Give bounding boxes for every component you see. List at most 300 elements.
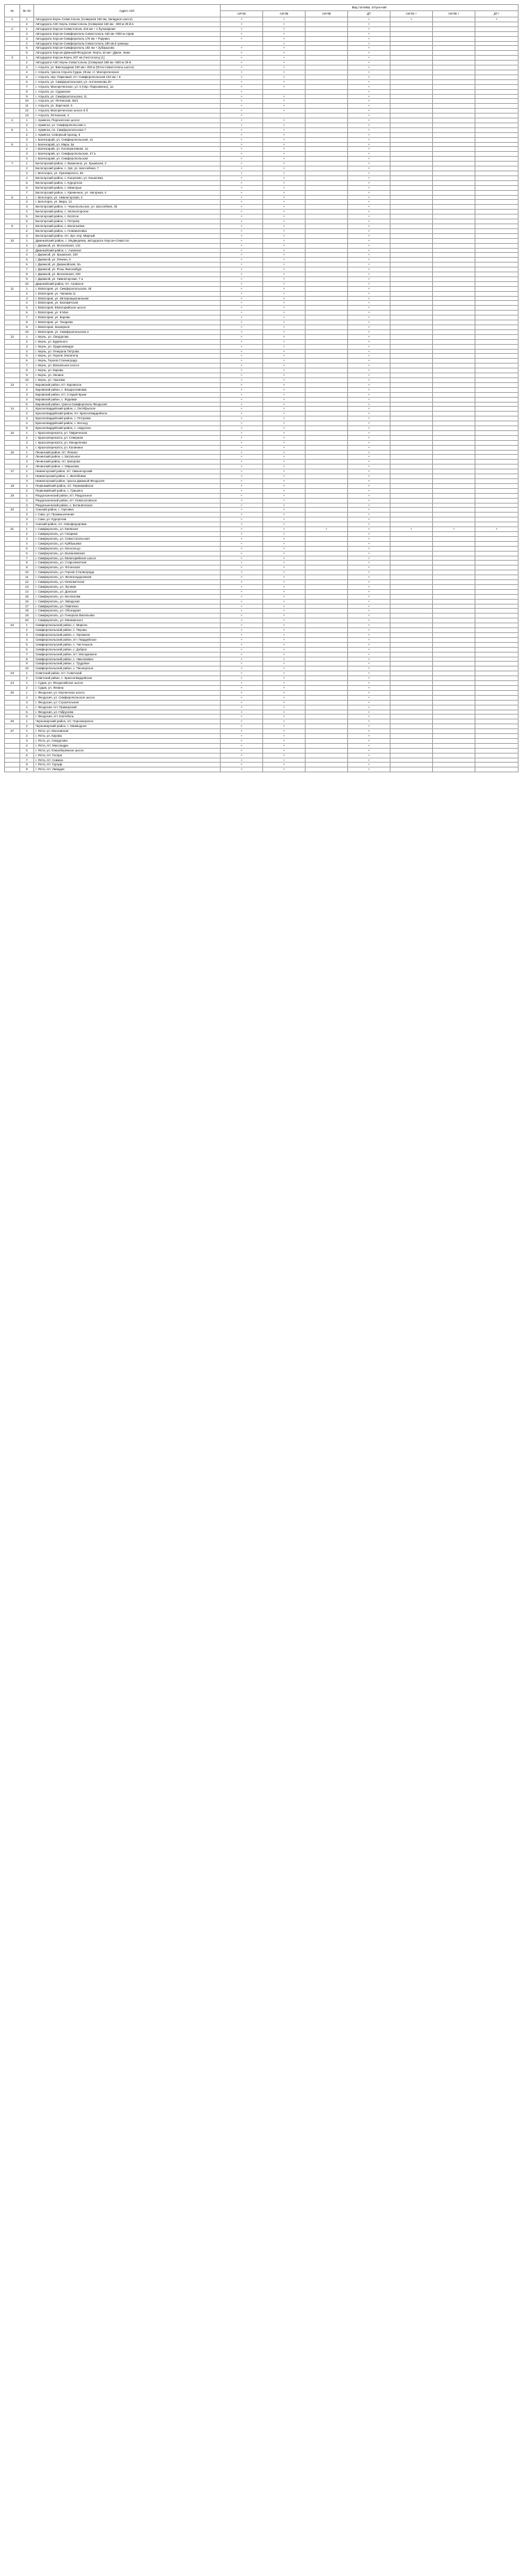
fuel-mark-cell [433, 565, 475, 570]
fuel-mark-cell [306, 320, 348, 325]
table-row [5, 286, 519, 291]
fuel-mark-cell [306, 609, 348, 614]
fuel-mark-cell: + [263, 359, 306, 364]
fuel-mark-cell: + [221, 531, 263, 536]
fuel-mark-cell [475, 228, 519, 233]
table-row [5, 575, 519, 580]
group-number-cell [5, 359, 20, 364]
table-row [5, 666, 519, 671]
fuel-mark-cell [390, 513, 433, 517]
row-number-cell: 4 [20, 541, 34, 546]
fuel-mark-cell: + [221, 26, 263, 31]
group-number-cell: 7 [5, 162, 20, 166]
fuel-mark-cell [306, 561, 348, 565]
fuel-mark-cell [475, 609, 519, 614]
table-row [5, 758, 519, 763]
row-number-cell: 4 [20, 522, 34, 527]
fuel-mark-cell [475, 200, 519, 205]
fuel-mark-cell [390, 175, 433, 180]
fuel-mark-cell [306, 671, 348, 676]
row-number-cell: 9 [20, 662, 34, 666]
fuel-mark-cell: + [263, 729, 306, 734]
fuel-mark-cell [306, 536, 348, 541]
fuel-mark-cell [433, 46, 475, 51]
address-cell: Белогорский район, с. Богатое [34, 214, 221, 219]
fuel-mark-cell: + [221, 662, 263, 666]
fuel-mark-cell: + [348, 483, 390, 488]
fuel-mark-cell [475, 513, 519, 517]
fuel-mark-cell [475, 685, 519, 690]
fuel-mark-cell [306, 162, 348, 166]
fuel-mark-cell: + [263, 238, 306, 243]
fuel-mark-cell [475, 311, 519, 315]
fuel-mark-cell: + [263, 676, 306, 681]
fuel-mark-cell [306, 263, 348, 267]
fuel-mark-cell [433, 609, 475, 614]
fuel-mark-cell [390, 142, 433, 147]
table-row [5, 522, 519, 527]
fuel-mark-cell: + [263, 22, 306, 26]
address-cell: г. Симферополь, ул. Луговая [34, 584, 221, 589]
fuel-mark-cell: + [348, 662, 390, 666]
fuel-mark-cell [433, 51, 475, 56]
fuel-mark-cell: + [475, 527, 519, 532]
fuel-mark-cell [306, 349, 348, 354]
address-cell: г. Алушта, ул. Ялтинская, 56/1 [34, 99, 221, 104]
address-cell: Симферопольский район, с. Трудовое [34, 662, 221, 666]
address-cell: г. Красноперекопск, ул. Таврическая [34, 430, 221, 435]
group-number-cell: 16 [5, 450, 20, 455]
group-number-cell [5, 517, 20, 522]
table-row [5, 152, 519, 157]
address-cell: г. Джанкой, ул. Розы Люксембург [34, 267, 221, 272]
fuel-mark-cell: + [348, 180, 390, 185]
fuel-mark-cell [475, 676, 519, 681]
fuel-mark-cell [390, 118, 433, 123]
table-row [5, 763, 519, 767]
row-number-cell: 3 [20, 738, 34, 743]
group-number-cell [5, 536, 20, 541]
fuel-mark-cell [390, 604, 433, 609]
table-row [5, 94, 519, 99]
table-row [5, 228, 519, 233]
table-row [5, 556, 519, 561]
fuel-mark-cell: + [221, 296, 263, 301]
fuel-mark-cell [433, 445, 475, 450]
fuel-mark-cell: + [306, 527, 348, 532]
fuel-mark-cell: + [348, 214, 390, 219]
row-number-cell: 1 [20, 17, 34, 22]
fuel-mark-cell: + [348, 527, 390, 532]
fuel-mark-cell [390, 517, 433, 522]
fuel-mark-cell: + [221, 508, 263, 513]
address-cell: г. Белогорск, ул. Нижнегорская, 4 [34, 195, 221, 200]
fuel-mark-cell [390, 70, 433, 75]
fuel-mark-cell [433, 503, 475, 508]
row-number-cell: 3 [20, 392, 34, 397]
fuel-mark-cell [475, 421, 519, 426]
fuel-mark-cell [475, 387, 519, 392]
fuel-mark-cell: + [221, 373, 263, 378]
row-number-cell: 6 [20, 647, 34, 652]
fuel-mark-cell [390, 710, 433, 715]
address-cell: Белогорский район, с. Зеленогорское [34, 210, 221, 214]
fuel-mark-cell: + [221, 65, 263, 70]
group-number-cell [5, 373, 20, 378]
group-number-cell [5, 513, 20, 517]
fuel-mark-cell [390, 248, 433, 253]
fuel-mark-cell [433, 763, 475, 767]
fuel-mark-cell: + [348, 368, 390, 373]
group-number-cell [5, 210, 20, 214]
fuel-mark-cell: + [263, 662, 306, 666]
fuel-mark-cell [433, 397, 475, 402]
address-cell: Белогорский район, с. Зуя, ул. Шоссейная, 7 [34, 166, 221, 171]
fuel-mark-cell: + [221, 61, 263, 65]
table-row [5, 301, 519, 306]
table-row [5, 488, 519, 493]
fuel-mark-cell [390, 652, 433, 657]
fuel-mark-cell [390, 219, 433, 224]
fuel-mark-cell [433, 152, 475, 157]
fuel-mark-cell [306, 228, 348, 233]
fuel-mark-cell [306, 200, 348, 205]
fuel-mark-cell: + [221, 705, 263, 710]
fuel-mark-cell [306, 618, 348, 623]
table-row [5, 652, 519, 657]
fuel-mark-cell [475, 753, 519, 758]
table-row [5, 580, 519, 585]
fuel-mark-cell [433, 580, 475, 585]
fuel-mark-cell [306, 364, 348, 368]
fuel-mark-cell [306, 51, 348, 56]
fuel-mark-cell: + [221, 460, 263, 465]
fuel-mark-cell [433, 306, 475, 311]
fuel-mark-cell: + [263, 109, 306, 114]
fuel-mark-cell [433, 700, 475, 705]
fuel-mark-cell: + [263, 137, 306, 142]
table-row [5, 483, 519, 488]
row-number-cell: 4 [20, 397, 34, 402]
fuel-mark-cell: + [263, 609, 306, 614]
fuel-mark-cell: + [348, 488, 390, 493]
fuel-mark-cell: + [263, 455, 306, 460]
fuel-mark-cell: + [348, 210, 390, 214]
address-cell: г. Симферополь, ул. Балаклавская [34, 551, 221, 556]
fuel-mark-cell [390, 734, 433, 739]
fuel-mark-cell: + [221, 551, 263, 556]
fuel-mark-cell: + [221, 628, 263, 633]
fuel-mark-cell: + [348, 315, 390, 320]
fuel-mark-cell [306, 267, 348, 272]
fuel-mark-cell [306, 334, 348, 339]
row-number-cell: 5 [20, 258, 34, 263]
fuel-mark-cell [475, 166, 519, 171]
fuel-mark-cell [475, 65, 519, 70]
table-row [5, 61, 519, 65]
fuel-mark-cell [306, 89, 348, 94]
row-number-cell: 7 [20, 84, 34, 89]
fuel-mark-cell [433, 652, 475, 657]
fuel-mark-cell: + [221, 724, 263, 729]
fuel-mark-cell [433, 185, 475, 190]
address-cell: г. Саки, ул. Промышленная [34, 513, 221, 517]
group-number-cell [5, 599, 20, 604]
fuel-mark-cell [475, 729, 519, 734]
fuel-mark-cell: + [348, 70, 390, 75]
address-cell: г. Симферополь, ул. Павленко [34, 604, 221, 609]
fuel-mark-cell [390, 272, 433, 277]
fuel-mark-cell: + [263, 276, 306, 281]
fuel-mark-cell: + [348, 17, 390, 22]
group-number-cell [5, 166, 20, 171]
fuel-mark-cell [390, 258, 433, 263]
fuel-mark-cell [475, 157, 519, 162]
row-number-cell: 3 [20, 460, 34, 465]
fuel-mark-cell [306, 469, 348, 474]
fuel-mark-cell [433, 498, 475, 503]
fuel-mark-cell [433, 657, 475, 662]
fuel-mark-cell: + [263, 469, 306, 474]
group-number-cell [5, 41, 20, 46]
fuel-mark-cell: + [348, 94, 390, 99]
table-row [5, 75, 519, 79]
fuel-mark-cell: + [263, 618, 306, 623]
row-number-cell: 3 [20, 416, 34, 421]
address-cell: г. Алушта, Ялтинская, 4 [34, 114, 221, 118]
fuel-mark-cell: + [221, 344, 263, 349]
fuel-mark-cell: + [221, 195, 263, 200]
group-number-cell [5, 455, 20, 460]
fuel-mark-cell: + [348, 228, 390, 233]
fuel-mark-cell: + [263, 594, 306, 599]
group-number-cell [5, 190, 20, 195]
fuel-mark-cell [306, 662, 348, 666]
fuel-mark-cell: + [263, 556, 306, 561]
fuel-mark-cell: + [263, 286, 306, 291]
address-cell: Кировский район, с. Журавки [34, 397, 221, 402]
fuel-mark-cell: + [348, 31, 390, 36]
fuel-mark-cell [475, 354, 519, 359]
fuel-mark-cell [390, 719, 433, 724]
fuel-mark-cell: + [348, 147, 390, 152]
fuel-mark-cell: + [263, 17, 306, 22]
fuel-mark-cell [433, 412, 475, 416]
fuel-mark-cell [475, 114, 519, 118]
fuel-mark-cell: + [263, 710, 306, 715]
fuel-mark-cell: + [263, 118, 306, 123]
fuel-mark-cell: + [221, 738, 263, 743]
fuel-mark-cell [390, 416, 433, 421]
row-number-cell: 5 [20, 402, 34, 407]
address-cell: г. Симферополь, ул. Железнодорожная [34, 575, 221, 580]
group-number-cell: 24 [5, 681, 20, 686]
fuel-mark-cell [433, 61, 475, 65]
table-row [5, 200, 519, 205]
fuel-mark-cell [433, 104, 475, 109]
fuel-mark-cell: + [263, 195, 306, 200]
address-cell: г. Ялта, пгт. Симеиз [34, 758, 221, 763]
fuel-mark-cell [433, 618, 475, 623]
fuel-mark-cell [306, 354, 348, 359]
address-cell: Симферопольский район, пгт. Молодежное [34, 652, 221, 657]
address-cell: г. Белогорск, ул. Луначарского, 62 [34, 171, 221, 176]
group-number-cell [5, 147, 20, 152]
fuel-mark-cell: + [221, 633, 263, 638]
fuel-mark-cell [390, 36, 433, 41]
address-cell: Автодорога Херсон-Симферополь 176 км + Роднико [34, 36, 221, 41]
fuel-mark-cell: + [221, 205, 263, 210]
group-number-cell [5, 219, 20, 224]
table-row [5, 281, 519, 286]
fuel-mark-cell [306, 483, 348, 488]
fuel-mark-cell: + [348, 373, 390, 378]
fuel-mark-cell [306, 551, 348, 556]
fuel-mark-cell: + [348, 416, 390, 421]
fuel-mark-cell [475, 589, 519, 594]
fuel-mark-cell: + [348, 513, 390, 517]
row-number-cell: 5 [20, 748, 34, 753]
table-row [5, 51, 519, 56]
fuel-mark-cell [475, 397, 519, 402]
group-number-cell [5, 31, 20, 36]
fuel-mark-cell: + [263, 705, 306, 710]
group-number-cell [5, 440, 20, 445]
fuel-mark-cell [306, 123, 348, 127]
fuel-mark-cell: + [348, 377, 390, 382]
fuel-mark-cell: + [348, 41, 390, 46]
fuel-mark-cell [306, 382, 348, 387]
fuel-mark-cell [433, 329, 475, 334]
fuel-mark-cell [390, 296, 433, 301]
fuel-mark-cell: + [348, 387, 390, 392]
fuel-mark-cell [475, 647, 519, 652]
fuel-mark-cell: + [263, 421, 306, 426]
fuel-mark-cell: + [221, 200, 263, 205]
fuel-mark-cell [390, 531, 433, 536]
fuel-mark-cell [475, 339, 519, 344]
fuel-mark-cell [306, 243, 348, 248]
group-number-cell [5, 758, 20, 763]
fuel-mark-cell: + [221, 522, 263, 527]
fuel-mark-cell [475, 272, 519, 277]
fuel-mark-cell [433, 633, 475, 638]
fuel-mark-cell [433, 56, 475, 61]
address-cell: г. Джанкой, ул. Ленина, 6 [34, 258, 221, 263]
fuel-mark-cell [475, 628, 519, 633]
fuel-mark-cell: + [221, 94, 263, 99]
fuel-mark-cell [306, 65, 348, 70]
fuel-mark-cell [390, 455, 433, 460]
fuel-mark-cell: + [263, 479, 306, 484]
fuel-mark-cell: + [221, 426, 263, 431]
row-number-cell: 12 [20, 109, 34, 114]
fuel-mark-cell [390, 681, 433, 686]
fuel-mark-cell [433, 65, 475, 70]
fuel-mark-cell: + [263, 36, 306, 41]
fuel-mark-cell: + [263, 171, 306, 176]
fuel-mark-cell [475, 109, 519, 114]
fuel-mark-cell: + [348, 738, 390, 743]
group-number-cell [5, 657, 20, 662]
fuel-mark-cell: + [221, 118, 263, 123]
fuel-mark-cell: + [348, 609, 390, 614]
fuel-mark-cell [475, 214, 519, 219]
table-row [5, 594, 519, 599]
fuel-mark-cell: + [263, 493, 306, 498]
fuel-mark-cell: + [221, 162, 263, 166]
fuel-mark-cell [306, 344, 348, 349]
fuel-mark-cell [306, 652, 348, 657]
group-number-cell: 26 [5, 719, 20, 724]
fuel-mark-cell [306, 359, 348, 364]
fuel-mark-cell: + [348, 263, 390, 267]
row-number-cell: 3 [20, 503, 34, 508]
fuel-mark-cell [475, 22, 519, 26]
fuel-mark-cell [390, 753, 433, 758]
fuel-mark-cell [390, 276, 433, 281]
address-cell: Белогорский район, с. Чернопольское, ул. Шоссейная, 45 [34, 205, 221, 210]
fuel-mark-cell [433, 344, 475, 349]
fuel-mark-cell [306, 513, 348, 517]
fuel-mark-cell [433, 359, 475, 364]
fuel-mark-cell [433, 479, 475, 484]
fuel-mark-cell: + [221, 36, 263, 41]
address-cell: г. Бахчисарай, ул. Симферопольская [34, 157, 221, 162]
fuel-mark-cell [306, 522, 348, 527]
fuel-mark-cell: + [221, 575, 263, 580]
fuel-mark-cell: + [221, 614, 263, 618]
fuel-mark-cell: + [348, 541, 390, 546]
fuel-mark-cell: + [348, 175, 390, 180]
table-row [5, 248, 519, 253]
row-number-cell: 1 [20, 527, 34, 532]
fuel-mark-cell [433, 430, 475, 435]
fuel-mark-cell [475, 142, 519, 147]
table-row [5, 738, 519, 743]
fuel-mark-cell: + [221, 715, 263, 719]
row-number-cell: 8 [20, 272, 34, 277]
table-row [5, 647, 519, 652]
fuel-mark-cell [433, 426, 475, 431]
fuel-mark-cell: + [348, 599, 390, 604]
fuel-mark-cell [433, 748, 475, 753]
table-row [5, 114, 519, 118]
group-number-cell [5, 715, 20, 719]
row-number-cell: 4 [20, 349, 34, 354]
fuel-mark-cell [433, 628, 475, 633]
fuel-mark-cell: + [348, 329, 390, 334]
header-fuel-group: Вид топлива, отпуск-ния [221, 5, 519, 11]
address-cell: Белогорский район, с. Вишенное, ул. Крымская, 2 [34, 162, 221, 166]
table-row [5, 219, 519, 224]
fuel-mark-cell [306, 435, 348, 440]
fuel-mark-cell: + [221, 493, 263, 498]
fuel-mark-cell [306, 253, 348, 258]
fuel-mark-cell [475, 450, 519, 455]
fuel-mark-cell: + [221, 84, 263, 89]
fuel-mark-cell: + [263, 41, 306, 46]
row-number-cell: 6 [20, 219, 34, 224]
fuel-mark-cell: + [221, 435, 263, 440]
table-row [5, 513, 519, 517]
fuel-mark-cell [390, 700, 433, 705]
fuel-mark-cell: + [221, 315, 263, 320]
fuel-mark-cell: + [221, 421, 263, 426]
address-cell: г. Керчь, ул. Героев Эльтигена [34, 354, 221, 359]
address-cell: г. Керчь, ул. Будённого [34, 339, 221, 344]
fuel-mark-cell: + [221, 503, 263, 508]
